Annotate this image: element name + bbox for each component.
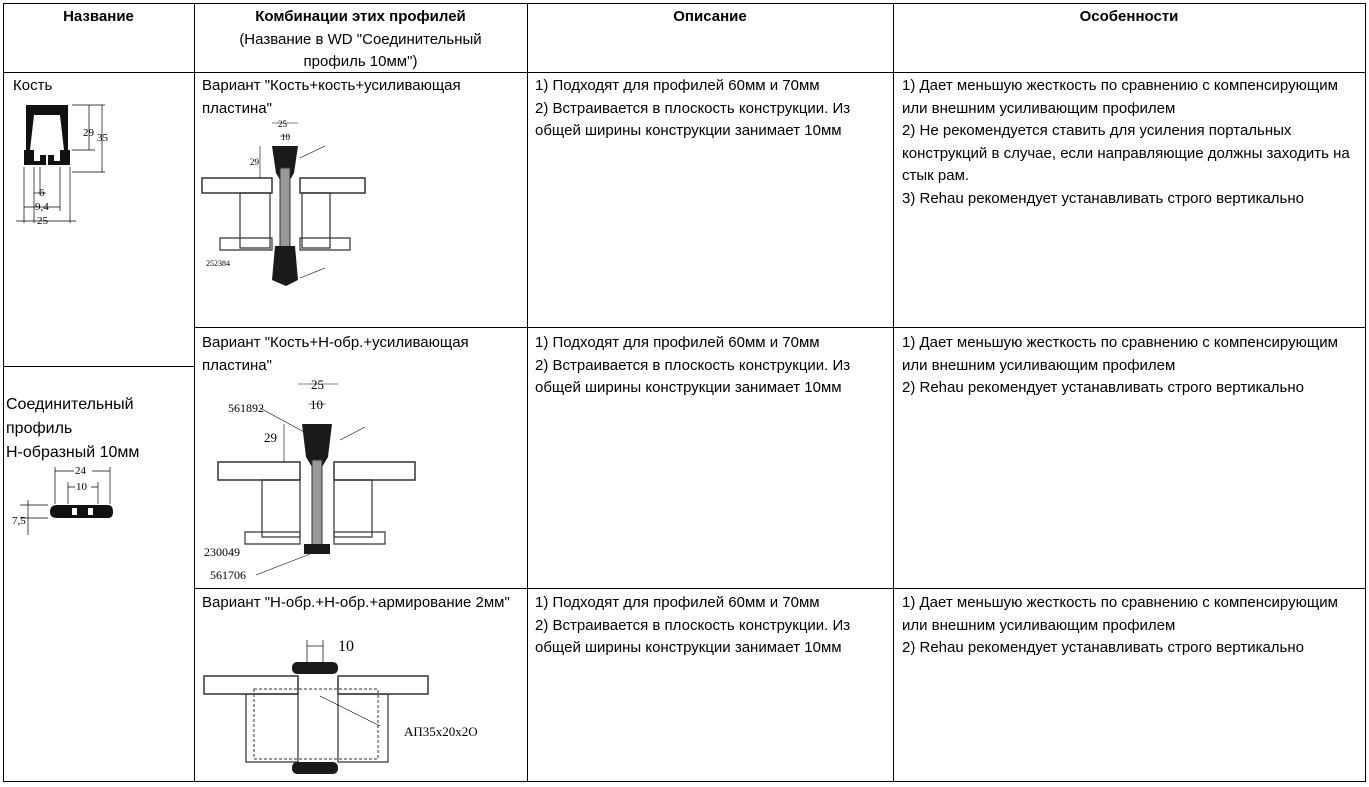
row2-description: 1) Подходят для профилей 60мм и 70мм 2) Встраивается в плоскость конструкции. Из общей ширины конструкции занимает 10мм [535, 334, 851, 396]
header-combinations-subtitle: (Название в WD "Соединительный профиль 10мм") [239, 30, 482, 70]
row2-code-561892: 561892 [228, 401, 264, 415]
kost-profile-drawing [10, 95, 120, 230]
row3-code: АП35х20х2О [404, 724, 478, 739]
h-dim-7-5: 7,5 [12, 515, 26, 527]
kost-dim-25: 25 [37, 215, 48, 227]
header-description: Описание [673, 8, 747, 25]
row3-variant: Вариант "Н-обр.+Н-обр.+армирование 2мм" [202, 594, 510, 611]
kost-dim-35: 35 [97, 132, 108, 144]
row3-dim-10: 10 [338, 638, 354, 655]
row2-dim-25: 25 [311, 377, 324, 392]
row2-features: 1) Дает меньшую жесткость по сравнению с компенсирующим или внешним усиливающим профилем 2) Rehau рекомендует устанавливать строго вертикально [902, 334, 1338, 396]
h-dim-24: 24 [75, 465, 86, 477]
row1-features: 1) Дает меньшую жесткость по сравнению с компенсирующим или внешним усиливающим профилем 2) Не рекомендуется ставить для усиления портальных конструкций в случае, если направляющие должны заходить на стык рам. 3) Rehau рекомендует устанавливать строго вертикально [902, 77, 1350, 207]
header-combinations-title: Комбинации этих профилей [255, 8, 466, 25]
row2-dim-10: 10 [310, 397, 323, 412]
row1-dim-25: 25 [278, 119, 287, 129]
h-profile-drawing [10, 460, 120, 545]
h-dim-10: 10 [76, 481, 87, 493]
row1-dim-10: 10 [281, 132, 290, 142]
row1-dim-29: 29 [250, 157, 259, 167]
row2-variant: Вариант "Кость+Н-обр.+усиливающая пластина" [202, 334, 469, 374]
row2-code-561706: 561706 [210, 568, 246, 582]
row1-code: 252384 [206, 259, 230, 268]
row3-assembly-drawing [200, 634, 480, 778]
row1-variant: Вариант "Кость+кость+усиливающая пластина" [202, 77, 461, 117]
header-combinations [194, 6, 527, 74]
kost-dim-29: 29 [83, 127, 94, 139]
kost-dim-6: 6 [39, 187, 45, 199]
row2-dim-29: 29 [264, 430, 277, 445]
profile-name-kost: Кость [13, 77, 53, 94]
kost-dim-9-4: 9,4 [35, 201, 49, 213]
row2-assembly-drawing [200, 372, 420, 582]
row1-description: 1) Подходят для профилей 60мм и 70мм 2) Встраивается в плоскость конструкции. Из общей ширины конструкции занимает 10мм [535, 77, 851, 139]
header-name: Название [63, 8, 134, 25]
profile-name-h: Соединительный профиль Н-образный 10мм [6, 396, 140, 461]
row2-code-230049: 230049 [204, 545, 240, 559]
row3-description: 1) Подходят для профилей 60мм и 70мм 2) Встраивается в плоскость конструкции. Из общей ширины конструкции занимает 10мм [535, 594, 851, 656]
row1-assembly-drawing [200, 118, 370, 293]
header-features: Особенности [1079, 8, 1179, 25]
row3-features: 1) Дает меньшую жесткость по сравнению с компенсирующим или внешним усиливающим профилем 2) Rehau рекомендует устанавливать строго вертикально [902, 594, 1338, 656]
